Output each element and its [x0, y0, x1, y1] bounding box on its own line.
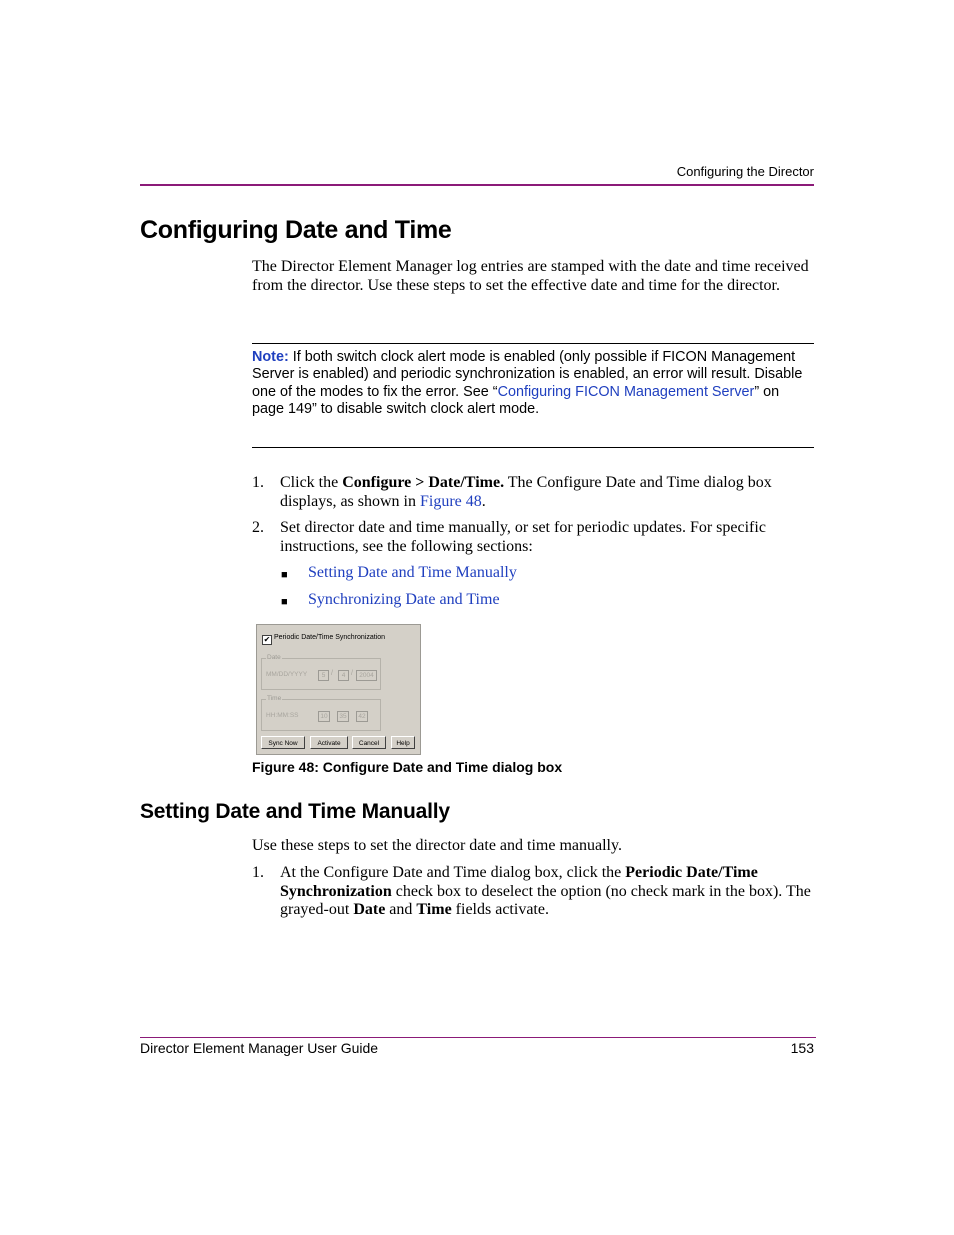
- step-1-number: 1.: [252, 474, 264, 491]
- note-label: Note:: [252, 349, 289, 365]
- footer-rule: [140, 1037, 816, 1038]
- step-1-menu-path: Configure > Date/Time.: [342, 474, 505, 491]
- subsection-title: Setting Date and Time Manually: [140, 800, 450, 823]
- year-field[interactable]: 2004: [356, 670, 377, 681]
- figure-48-link[interactable]: Figure 48: [420, 492, 482, 510]
- periodic-sync-checkbox[interactable]: ✔: [263, 635, 271, 644]
- step-1-suffix: .: [481, 492, 486, 510]
- step-1-text: [280, 474, 815, 511]
- date-separator: /: [331, 670, 333, 677]
- date-separator: /: [351, 670, 353, 677]
- date-group-title: Date: [267, 654, 281, 661]
- manual-step-prefix: At the Configure Date and Time dialog box, click the: [280, 864, 626, 881]
- manual-step-1-text: [280, 864, 815, 920]
- header-rule: [140, 184, 814, 186]
- configure-date-time-dialog: [256, 624, 421, 755]
- day-field[interactable]: 4: [338, 670, 349, 681]
- manual-step-suffix: fields activate.: [451, 901, 549, 918]
- setting-date-time-manually-link[interactable]: Setting Date and Time Manually: [308, 564, 517, 581]
- figure-caption: Figure 48: Configure Date and Time dialog box: [252, 759, 563, 775]
- date-format-hint: MM/DD/YYYY: [266, 671, 308, 678]
- sync-now-button[interactable]: Sync Now: [261, 736, 305, 749]
- section-intro: The Director Element Manager log entries are stamped with the date and time received from the director. Use these steps to set the effective date and time for the director.: [252, 258, 809, 294]
- manual-step-middle: check box to deselect the option (no check mark in the box). The grayed-out: [280, 882, 811, 918]
- step-2-text: Set director date and time manually, or set for periodic updates. For specific instructions, see the following sections:: [280, 519, 766, 555]
- step-2-number: 2.: [252, 519, 264, 536]
- time-term: Time: [416, 901, 452, 918]
- section-title: Configuring Date and Time: [140, 216, 452, 244]
- bullet-marker: ■: [281, 596, 288, 608]
- time-format-hint: HH:MM:SS: [266, 712, 299, 719]
- note-block: [252, 349, 814, 419]
- note-rule-top: [252, 343, 814, 344]
- time-group-title: Time: [267, 695, 282, 702]
- page-number: 153: [790, 1040, 814, 1056]
- hour-field[interactable]: 10: [318, 711, 330, 722]
- minute-field[interactable]: 35: [337, 711, 349, 722]
- subsection-intro: Use these steps to set the director date and time manually.: [252, 837, 622, 854]
- date-term: Date: [353, 901, 386, 918]
- activate-button[interactable]: Activate: [310, 736, 348, 749]
- bullet-marker: ■: [281, 569, 288, 581]
- second-field[interactable]: 42: [356, 711, 368, 722]
- ficon-server-link[interactable]: Configuring FICON Management Server: [497, 383, 755, 400]
- step-1-middle: The Configure Date and Time dialog box displays, as shown in: [280, 474, 772, 510]
- cancel-button[interactable]: Cancel: [352, 736, 386, 749]
- time-group: [261, 695, 381, 731]
- date-group: [261, 654, 381, 690]
- footer-title: Director Element Manager User Guide: [140, 1040, 379, 1056]
- running-header: Configuring the Director: [676, 164, 814, 179]
- note-text-before: If both switch clock alert mode is enabled (only possible if FICON Management Server is enabled) and periodic synchronization is enabled, an error will result. Disable one of the modes to fix the error. See “: [252, 349, 803, 400]
- help-button[interactable]: Help: [391, 736, 415, 749]
- synchronizing-date-time-link[interactable]: Synchronizing Date and Time: [308, 591, 500, 608]
- manual-step-and: and: [385, 901, 417, 918]
- note-text-after: ” on page 149” to disable switch clock alert mode.: [252, 383, 780, 418]
- month-field[interactable]: 5: [318, 670, 329, 681]
- step-1-prefix: Click the: [280, 474, 343, 491]
- manual-step-1-number: 1.: [252, 864, 264, 881]
- note-rule-bottom: [252, 447, 814, 448]
- periodic-sync-term: Periodic Date/Time Synchronization: [280, 864, 758, 900]
- periodic-sync-label: Periodic Date/Time Synchronization: [274, 634, 386, 641]
